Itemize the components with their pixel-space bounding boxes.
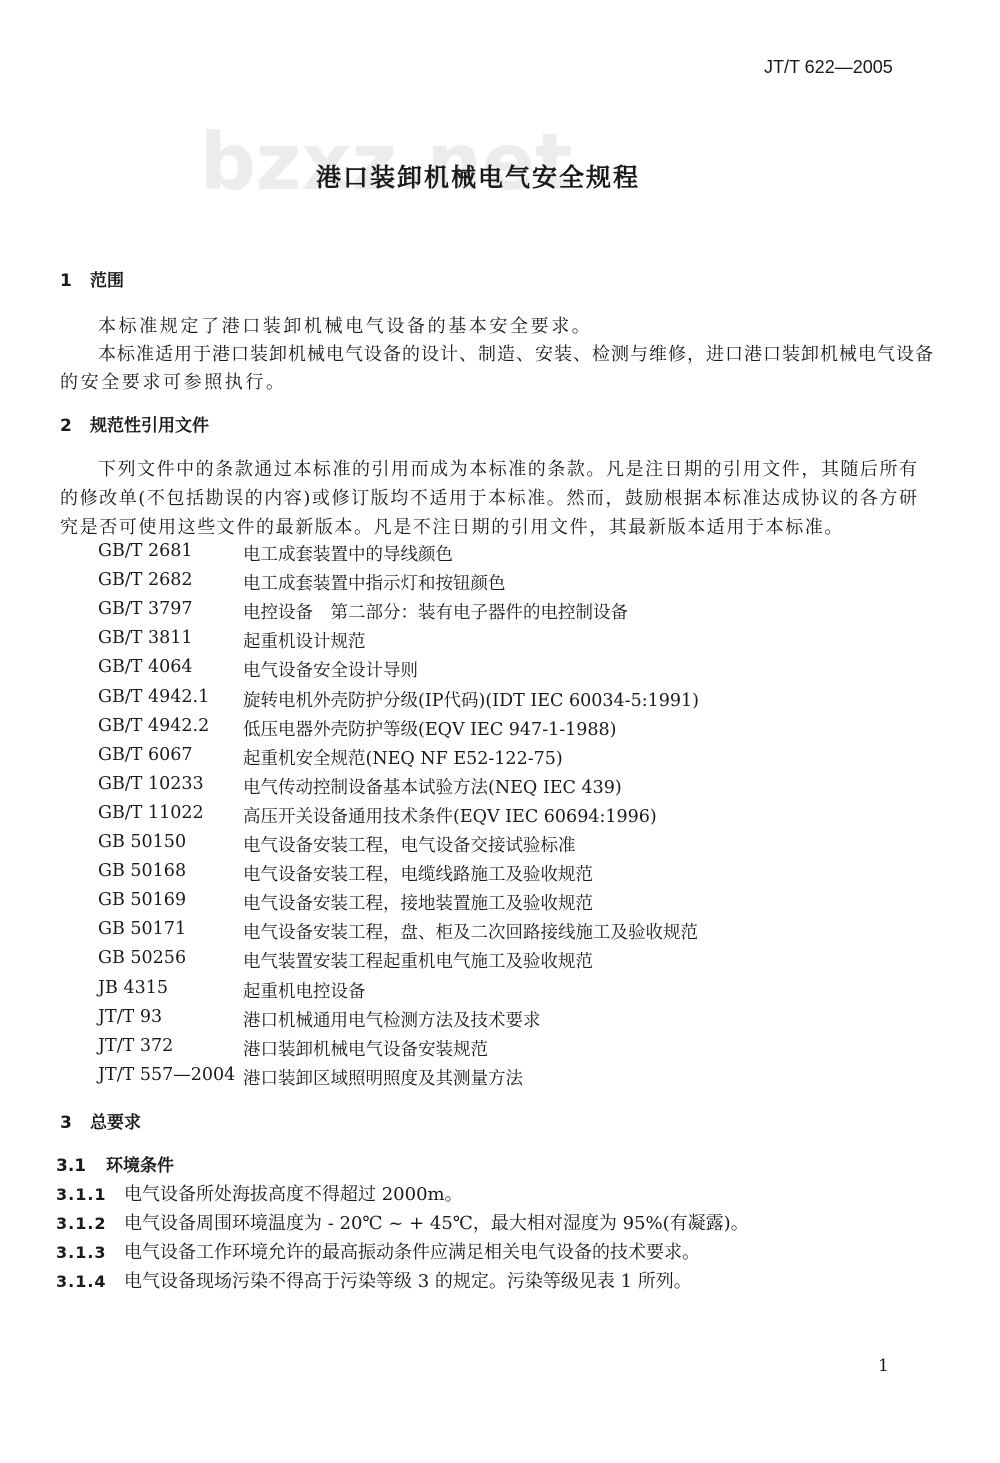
reference-code: GB/T 3811: [98, 628, 193, 649]
reference-code: GB/T 4942.1: [98, 686, 210, 707]
document-title: 港口装卸机械电气安全规程: [316, 163, 641, 192]
reference-title: 电工成套装置中的导线颜色: [243, 545, 453, 565]
subsection-number: 3.1: [56, 1156, 87, 1176]
reference-row: [98, 1036, 798, 1060]
reference-title: 高压开关设备通用技术条件(EQV IEC 60694:1996): [243, 806, 657, 827]
reference-row: [98, 1065, 798, 1089]
reference-row: [98, 774, 798, 798]
paragraph-line: 的修改单(不包括勘误的内容)或修订版均不适用于本标准。然而，鼓励根据本标准达成协议的各方研: [60, 488, 918, 509]
reference-title: 电气传动控制设备基本试验方法(NEQ IEC 439): [243, 777, 622, 798]
reference-code: JT/T 557—2004: [98, 1064, 236, 1085]
reference-code: GB 50169: [98, 890, 187, 911]
reference-row: [98, 687, 798, 711]
reference-code: GB 50168: [98, 861, 187, 882]
reference-row: [98, 541, 798, 565]
section-number: 2: [60, 416, 72, 436]
reference-row: [98, 803, 798, 827]
section-1-heading: [60, 266, 124, 291]
reference-row: [98, 919, 798, 943]
reference-title: 旋转电机外壳防护分级(IP代码)(IDT IEC 60034-5:1991): [243, 690, 699, 711]
reference-code: JT/T 372: [98, 1035, 174, 1056]
reference-row: [98, 978, 798, 1002]
clause-text: 电气设备工作环境允许的最高振动条件应满足相关电气设备的技术要求。: [124, 1242, 700, 1264]
reference-title: 电气设备安装工程，接地装置施工及验收规范: [243, 894, 593, 915]
clause-number: 3.1.3: [56, 1243, 107, 1263]
reference-code: GB 50171: [98, 919, 187, 940]
section-2-heading: [60, 411, 209, 436]
section-3-heading: [60, 1108, 141, 1133]
reference-code: GB/T 10233: [98, 773, 204, 794]
clause-number: 3.1.2: [56, 1214, 107, 1234]
clause-text: 电气设备现场污染不得高于污染等级 3 的规定。污染等级见表 1 所列。: [124, 1271, 692, 1293]
reference-row: [98, 861, 798, 885]
reference-title: 电气设备安装工程，电缆线路施工及验收规范: [243, 865, 593, 886]
reference-code: GB/T 11022: [98, 802, 204, 823]
section-title: 总要求: [90, 1113, 141, 1133]
reference-title: 电气设备安全设计导则: [243, 661, 418, 682]
reference-title: 低压电器外壳防护等级(EQV IEC 947-1-1988): [243, 719, 617, 740]
page-number: 1: [878, 1356, 889, 1376]
section-number: 1: [60, 271, 72, 291]
reference-row: [98, 628, 798, 652]
paragraph-line: 下列文件中的条款通过本标准的引用而成为本标准的条款。凡是注日期的引用文件，其随后所有: [98, 459, 918, 480]
reference-code: GB/T 2681: [98, 541, 193, 561]
clause: [56, 1267, 692, 1293]
clause-number: 3.1.1: [56, 1185, 107, 1204]
reference-title: 起重机设计规范: [243, 632, 366, 653]
reference-row: [98, 599, 798, 623]
clause: [56, 1180, 463, 1206]
reference-title: 电气设备安装工程，盘、柜及二次回路接线施工及验收规范: [243, 923, 698, 944]
reference-code: GB/T 4942.2: [98, 715, 210, 736]
clause: [56, 1209, 749, 1235]
section-title: 规范性引用文件: [90, 416, 209, 436]
standard-code: JT/T 622—2005: [764, 57, 893, 77]
reference-row: [98, 657, 798, 681]
reference-row: [98, 570, 798, 594]
reference-code: GB 50150: [98, 832, 187, 852]
clause-number: 3.1.4: [56, 1272, 107, 1292]
paragraph-line: 本标准规定了港口装卸机械电气设备的基本安全要求。: [98, 316, 593, 337]
reference-code: GB/T 3797: [98, 599, 193, 620]
reference-title: 电控设备 第二部分：装有电子器件的电控制设备: [243, 603, 628, 624]
reference-row: [98, 745, 798, 769]
clause-text: 电气设备所处海拔高度不得超过 2000m。: [124, 1184, 463, 1205]
reference-code: GB/T 4064: [98, 657, 193, 678]
paragraph-line: 的安全要求可参照执行。: [60, 372, 287, 393]
clause-text: 电气设备周围环境温度为 - 20℃ ~ + 45℃，最大相对湿度为 95%(有凝露)。: [124, 1213, 749, 1235]
reference-title: 港口装卸区域照明照度及其测量方法: [243, 1068, 523, 1089]
reference-code: GB/T 2682: [98, 570, 193, 591]
reference-row: [98, 832, 798, 856]
reference-row: [98, 948, 798, 972]
reference-code: GB 50256: [98, 948, 187, 969]
reference-title: 电气设备安装工程，电气设备交接试验标准: [243, 836, 576, 856]
reference-code: GB/T 6067: [98, 744, 193, 765]
reference-title: 起重机电控设备: [243, 981, 366, 1002]
reference-row: [98, 1007, 798, 1031]
reference-row: [98, 890, 798, 914]
section-title: 范围: [90, 271, 124, 291]
clause: [56, 1238, 700, 1264]
reference-code: JT/T 93: [98, 1006, 163, 1027]
paragraph-line: 究是否可使用这些文件的最新版本。凡是不注日期的引用文件，其最新版本适用于本标准。: [60, 517, 844, 538]
subsection-3-1-heading: [56, 1151, 174, 1176]
section-number: 3: [60, 1113, 72, 1133]
reference-title: 起重机安全规范(NEQ NF E52-122-75): [243, 748, 563, 769]
reference-title: 港口机械通用电气检测方法及技术要求: [243, 1010, 541, 1031]
reference-title: 电气装置安装工程起重机电气施工及验收规范: [243, 952, 593, 973]
reference-title: 电工成套装置中指示灯和按钮颜色: [243, 574, 506, 595]
reference-code: JB 4315: [98, 977, 168, 998]
reference-row: [98, 716, 798, 740]
subsection-title: 环境条件: [106, 1156, 174, 1176]
reference-title: 港口装卸机械电气设备安装规范: [243, 1039, 488, 1060]
paragraph-line: 本标准适用于港口装卸机械电气设备的设计、制造、安装、检测与维修，进口港口装卸机械电气设备: [98, 344, 934, 365]
